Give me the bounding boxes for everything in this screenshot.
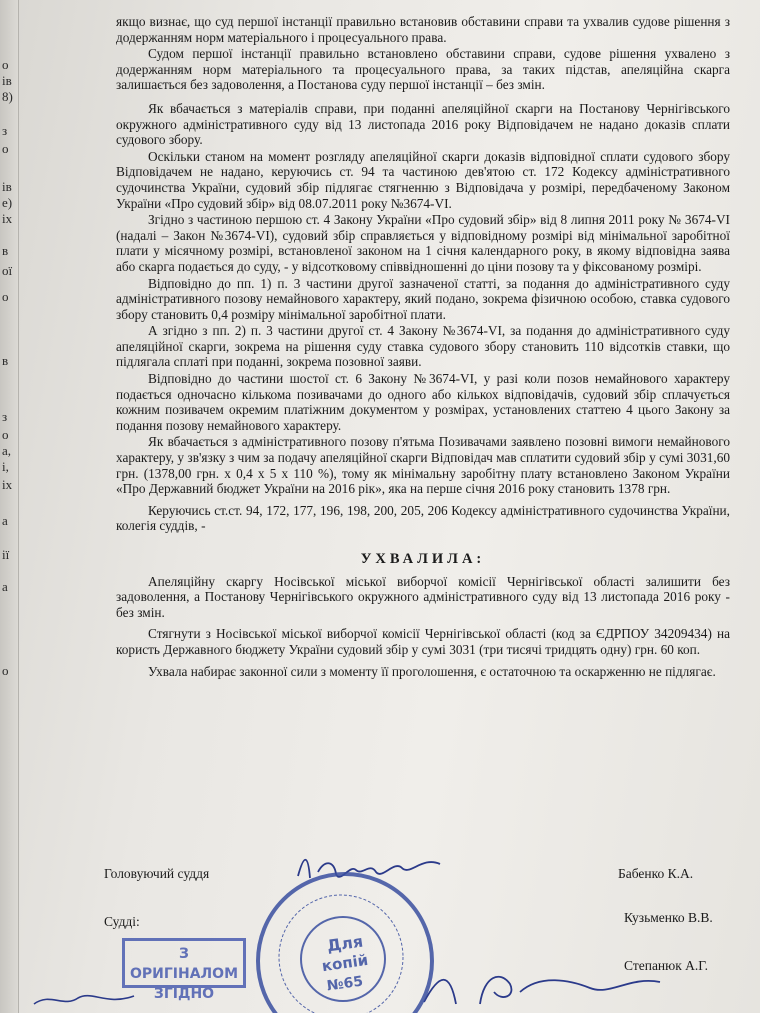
decision-paragraph: Ухвала набирає законної сили з моменту її проголошення, є остаточною та оскарженню не підлягає. [148,663,716,679]
margin-fragment: а [2,513,8,528]
seal-text-line: №65 [325,973,365,995]
margin-fragment: в [2,353,9,368]
paragraph: Як вбачається з адміністративного позову п'ятьма Позивачами заявлено позовні вимоги немайнового характеру, у зв'язку з чим за подачу апеляційної скарги Відповідач мав сплатити судовий збір у сумі 3031,60 грн. (1378,00 грн. х 0,4 х 5 х 110 %), тому як мінімальну заробітну плату встановлено Законом України «Про Державний бюджет України на 2016 рік», яка на перше січня 2016 року становить 1378 грн. [116,434,730,497]
document-body [116,14,730,680]
decision-paragraph: Стягнути з Носівської міської виборчої комісії Чернігівської області (код за ЄДРПОУ 34209434) на користь Державного бюджету України судовий збір у сумі 3031 (три тисячі тридцять одну) грн. 60 коп. [116,626,730,657]
paragraph: Відповідно до пп. 1) п. 3 частини другої зазначеної статті, за подання до адміністративного суду адміністративного позову немайнового характеру, який подано, зокрема фізичною особою, ставка судового збору становить 0,4 розміру мінімальної заробітної плати. [116,275,730,322]
margin-signature [30,986,140,1012]
paragraph: якщо визнає, що суд першої інстанції правильно встановив обставини справи та ухвалив судове рішення з додержанням норм матеріального і процесуального права. [116,14,730,45]
paragraph: Судом першої інстанції правильно встановлено обставини справи, судове рішення ухвалено з додержанням норм матеріального та процесуального права, за таких підстав, апеляційна скарга залишається без задоволення, а Постанова суду першої інстанції – без змін. [116,46,730,93]
judges-label: Судді: [104,914,140,929]
stamp-text-line: З ОРИГІНАЛОМ [129,946,239,982]
paragraph: Згідно з частиною першою ст. 4 Закону України «Про судовий збір» від 8 липня 2011 року № 3674-VI (надалі – Закон №3674-VI), судовий збір справляється у відповідному розмірі від мінімальної заробітної плати у місячному розмірі, встановленої законом на 1 січня календарного року, в якому відповідна заява або скарга подається до суду, - у відсотковому співвідношенні до ціни позову та у фіксованому розмірі. [116,212,730,274]
margin-fragment: іх [2,211,13,226]
margin-fragment: о [2,57,9,72]
paragraph: Керуючись ст.ст. 94, 172, 177, 196, 198, 200, 205, 206 Кодексу адміністративного судочинства України, колегія суддів, - [116,502,730,534]
margin-fragment: іх [2,477,13,492]
decision-heading: УХВАЛИЛА: [360,551,486,567]
paragraph: Як вбачається з матеріалів справи, при поданні апеляційної скарги на Постанову Чернігівського окружного адміністративного суду від 13 листопада 2016 року Відповідачем не надано доказів сплати судового збору. [116,100,730,148]
margin-fragment: ів [2,73,12,88]
margin-fragment: о [2,663,9,678]
presiding-judge-name: Бабенко К.А. [618,866,694,881]
margin-fragment: ів [2,179,12,194]
margin-fragment: і, [2,459,9,474]
margin-fragment: а, [2,443,12,458]
seal-text-line: копій [320,950,370,976]
margin-fragment: о [2,427,9,442]
margin-fragment: а [2,579,8,594]
margin-fragment: о [2,141,9,156]
presiding-judge-label: Головуючий суддя [104,866,210,881]
margin-fragment: 8) [2,89,13,104]
margin-fragment: в [2,243,9,258]
margin-fragment: ої [2,263,13,278]
stamp-text-line: ЗГІДНО [153,986,215,1002]
round-court-seal [256,872,434,1013]
margin-fragment: з [2,409,8,424]
seal-text-line: Для [325,931,365,956]
margin-fragment: з [2,123,8,138]
previous-page-edge [0,0,19,1013]
margin-fragment: ії [2,547,10,562]
judge-name-stepaniuk: Степанюк А.Г. [624,958,708,973]
paragraph: Відповідно до частини шостої ст. 6 Закону №3674-VI, у разі коли позов немайнового характеру подається одночасно кількома позивачами до одного або кількох відповідачів, судовий збір сплачується кожним позивачем окремим платіжним документом у розмірах, установлених статтею 4 цього Закону за подання позову немайнового характеру. [116,371,730,433]
original-conformity-stamp [122,938,246,1002]
judge-signatures [420,962,680,1012]
margin-fragment: о [2,289,9,304]
paragraph: А згідно з пп. 2) п. 3 частини другої ст. 4 Закону №3674-VI, за подання до адміністративного суду апеляційної скарги, зокрема на рішення суду ставка судового збору становить 110 відсотків ставки, що підлягала сплаті при поданні, зокрема позовної заяви. [116,323,730,370]
decision-paragraph: Апеляційну скаргу Носівської міської виборчої комісії Чернігівської області залишити без задоволення, а Постанову Чернігівського окружного адміністративного суду від 13 листопада 2016 року - без змін. [116,573,730,620]
margin-fragment: е) [2,195,13,210]
paragraph: Оскільки станом на момент розгляду апеляційної скарги доказів відповідної сплати судового збору Відповідачем не надано, керуючись ст. 94 та частиною дев'ятою ст. 172 Кодексу адміністративного судочинства України, судовий збір підлягає стягненню з Відповідача у розмірі, передбаченому Законом України «Про судовий збір» від 08.07.2011 року №3674-VI. [116,148,730,211]
judge-name-kuzmenko: Кузьменко В.В. [624,910,713,925]
